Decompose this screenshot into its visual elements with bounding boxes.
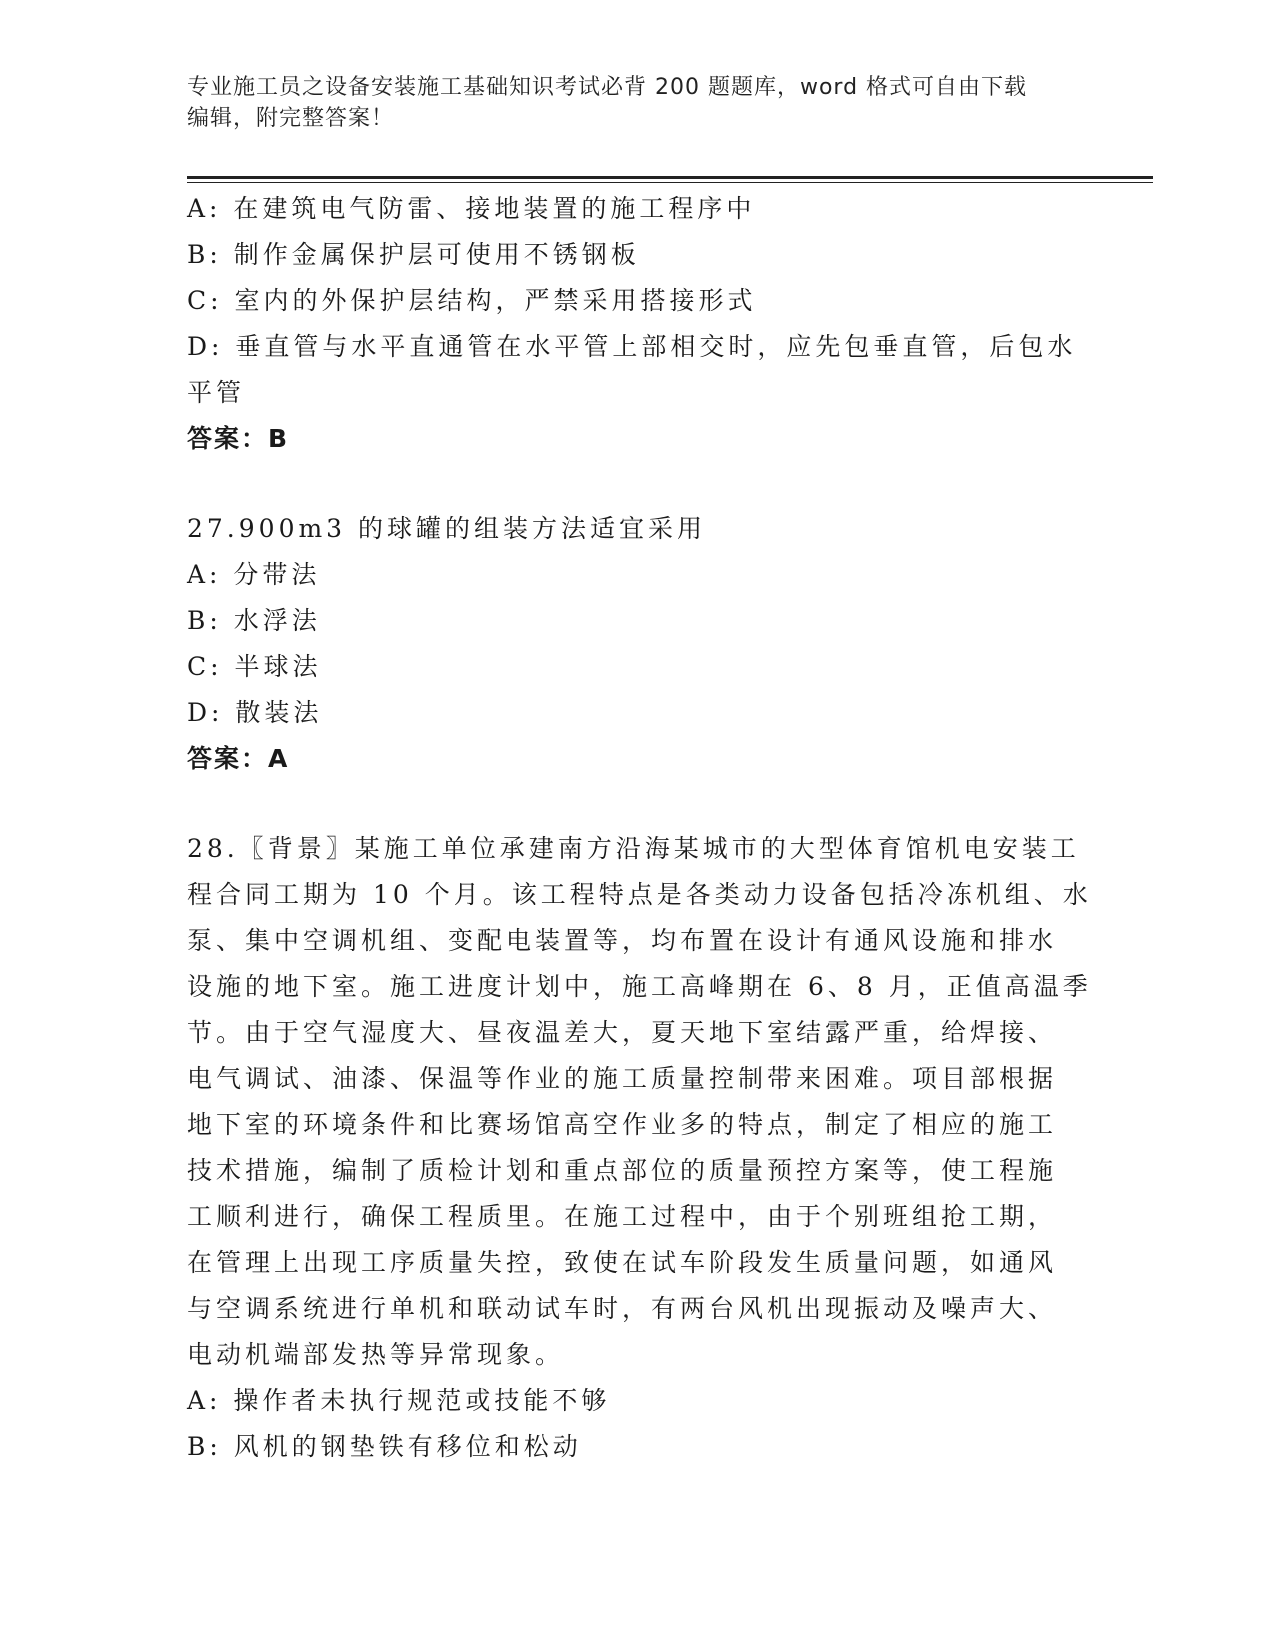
spacer: [187, 462, 1077, 506]
spacer: [187, 782, 1077, 826]
q27-option-a: A: 分带法: [187, 560, 321, 589]
q26-option-d-continued: 平管: [187, 378, 246, 407]
q26-option-a: A: 在建筑电气防雷、接地装置的施工程序中: [187, 194, 756, 223]
header-line-1: 专业施工员之设备安装施工基础知识考试必背 200 题题库，word 格式可自由下载: [187, 75, 1028, 100]
q28-stem-line: 技术措施，编制了质检计划和重点部位的质量预控方案等，使工程施: [187, 1156, 1058, 1185]
q27-stem: 27.900m3 的球罐的组装方法适宜采用: [187, 514, 707, 543]
header-divider-thick: [187, 176, 1153, 179]
q28-stem-line: 程合同工期为 10 个月。该工程特点是各类动力设备包括冷冻机组、水: [187, 880, 1092, 909]
question-28: [187, 826, 1092, 1470]
q28-stem-line: 28.〖背景〗某施工单位承建南方沿海某城市的大型体育馆机电安装工: [187, 834, 1080, 863]
q28-option-b: B: 风机的钢垫铁有移位和松动: [187, 1432, 582, 1461]
q28-stem-line: 泵、集中空调机组、变配电装置等，均布置在设计有通风设施和排水: [187, 926, 1058, 955]
question-content: [187, 186, 1092, 1470]
q28-stem-line: 工顺利进行，确保工程质里。在施工过程中，由于个别班组抢工期，: [187, 1202, 1058, 1231]
q28-stem-line: 地下室的环境条件和比赛场馆高空作业多的特点，制定了相应的施工: [187, 1110, 1058, 1139]
q27-option-c: C: 半球法: [187, 652, 322, 681]
q27-answer: 答案：A: [187, 744, 290, 773]
header-divider-thin: [187, 182, 1153, 183]
question-27: [187, 506, 1077, 782]
q26-option-d: D: 垂直管与水平直通管在水平管上部相交时，应先包垂直管，后包水: [187, 332, 1077, 361]
q28-stem-line: 电动机端部发热等异常现象。: [187, 1340, 565, 1369]
q28-stem-line: 电气调试、油漆、保温等作业的施工质量控制带来困难。项目部根据: [187, 1064, 1058, 1093]
q28-stem-line: 设施的地下室。施工进度计划中，施工高峰期在 6、8 月，正值高温季: [187, 972, 1092, 1001]
question-26: [187, 186, 1077, 462]
q28-stem-line: 节。由于空气湿度大、昼夜温差大，夏天地下室结露严重，给焊接、: [187, 1018, 1058, 1047]
q28-stem-line: 在管理上出现工序质量失控，致使在试车阶段发生质量问题，如通风: [187, 1248, 1058, 1277]
q26-option-b: B: 制作金属保护层可使用不锈钢板: [187, 240, 640, 269]
q26-answer: 答案：B: [187, 424, 290, 453]
header-line-2: 编辑，附完整答案！: [187, 106, 395, 131]
q28-stem-line: 与空调系统进行单机和联动试车时，有两台风机出现振动及噪声大、: [187, 1294, 1058, 1323]
q26-option-c: C: 室内的外保护层结构，严禁采用搭接形式: [187, 286, 757, 315]
q28-option-a: A: 操作者未执行规范或技能不够: [187, 1386, 611, 1415]
document-header: [187, 72, 1067, 134]
q27-option-b: B: 水浮法: [187, 606, 321, 635]
q27-option-d: D: 散装法: [187, 698, 323, 727]
